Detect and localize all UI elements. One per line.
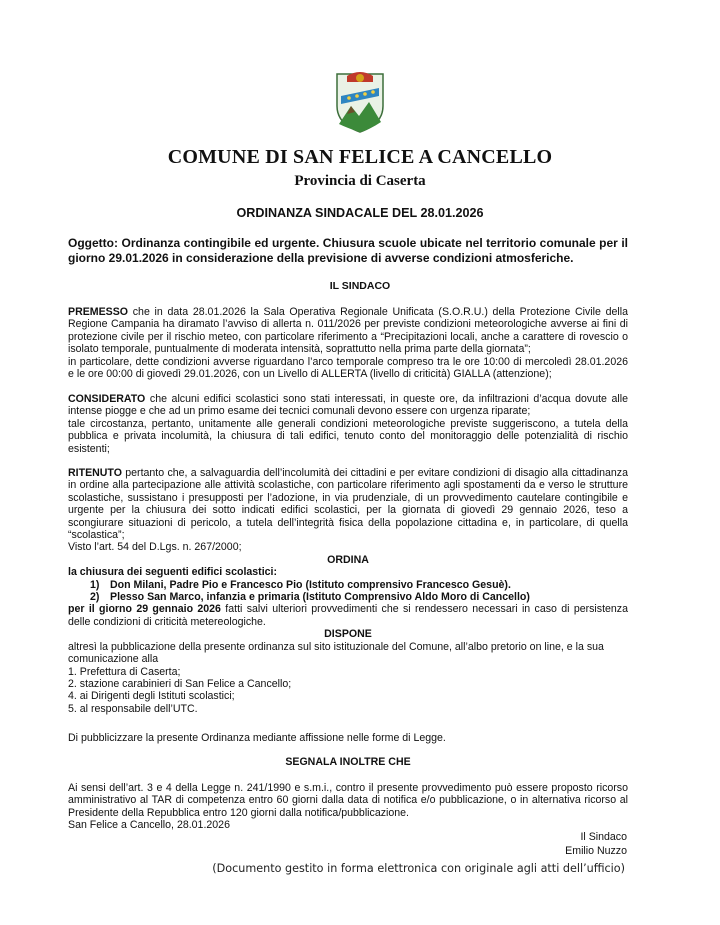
- oggetto-paragraph: Oggetto: Ordinanza contingibile ed urgente. Chiusura scuole ubicate nel territorio comunale per il giorno 29.01.2026 in considerazione della previsione di avverse condizioni atmosferiche.: [68, 236, 628, 265]
- ricorso-paragraph: Ai sensi dell’art. 3 e 4 della Legge n. 241/1990 e s.m.i., contro il presente provvedimento può essere proposto ricorso amministrativo al TAR di competenza entro 60 giorni dalla data di notifica e/o pubblicazione, o in alternativa ricorso al Presidente della Repubblica entro 120 giorni dalla notifica/pubblicazione.: [68, 782, 628, 819]
- considerato-text: che alcuni edifici scolastici sono stati interessati, in queste ore, da infiltrazioni d’acqua dovute alle intense piogge e che ad un primo esame dei tecnici comunali devono essere con urgenza riparate;: [68, 393, 628, 418]
- il-sindaco-heading: IL SINDACO: [329, 280, 391, 292]
- comune-title: COMUNE DI SAN FELICE A CANCELLO: [167, 146, 553, 168]
- dispone-heading: DISPONE: [324, 628, 372, 641]
- dispone-intro: altresì la pubblicazione della presente ordinanza sul sito istituzionale del Comune, all’albo pretorio on line, e la sua comunicazione alla: [68, 640, 604, 666]
- schools-list: [68, 579, 628, 604]
- signature-name: Emilio Nuzzo: [565, 845, 627, 857]
- list-item: 1) Don Milani, Padre Pio e Francesco Pio (Istituto comprensivo Francesco Gesuè).: [90, 578, 511, 591]
- list-item: 4. ai Dirigenti degli Istituti scolastici;: [68, 690, 235, 703]
- list-item: 2. stazione carabinieri di San Felice a Cancello;: [68, 677, 292, 690]
- list-item: 1. Prefettura di Caserta;: [68, 665, 181, 678]
- list-item: 2) Plesso San Marco, infanzia e primaria (Istituto Comprensivo Aldo Moro di Cancello): [90, 591, 530, 604]
- ordina-giorno-text: fatti salvi ulteriori provvedimenti che si rendessero necessari in caso di persistenza delle condizioni di criticità metereologiche.: [68, 603, 628, 628]
- municipal-crest-logo: [329, 66, 391, 134]
- ordina-giorno-paragraph: [68, 603, 628, 628]
- premesso-text: che in data 28.01.2026 la Sala Operativa Regionale Unificata (S.O.R.U.) della Protezione Civile della Regione Campania ha diramato l’avviso di allerta n. 011/2026 per previste condizioni meteorologiche avverse ai fini di protezione civile per il rischio meteo, con particolare riferimento a “Precipitazioni locali, anche a carattere di rovescio o isolato temporale, puntualmente di moderata intensità, soprattutto nella prima parte della giornata”;: [68, 306, 628, 356]
- ricorso-section: [68, 782, 628, 832]
- luogo-data: San Felice a Cancello, 28.01.2026: [68, 819, 230, 832]
- signature-role: Il Sindaco: [580, 831, 627, 843]
- ritenuto-section: [68, 467, 628, 715]
- considerato-section: [68, 393, 628, 455]
- segnala-heading: SEGNALA INOLTRE CHE: [285, 756, 411, 768]
- ordina-intro: la chiusura dei seguenti edifici scolastici:: [68, 566, 277, 579]
- visto-line: Visto l’art. 54 del D.Lgs. n. 267/2000;: [68, 541, 242, 554]
- ordina-giorno-bold: per il giorno 29 gennaio 2026: [68, 603, 221, 616]
- pubblicizzare-line: Di pubblicizzare la presente Ordinanza mediante affissione nelle forme di Legge.: [68, 732, 446, 744]
- considerato-label: CONSIDERATO: [68, 393, 146, 405]
- ritenuto-paragraph: [68, 467, 628, 541]
- ritenuto-label: RITENUTO: [68, 467, 122, 479]
- premesso-label: PREMESSO: [68, 306, 129, 318]
- premesso-section: [68, 306, 628, 380]
- ritenuto-text: pertanto che, a salvaguardia dell’incolumità dei cittadini e per evitare condizioni di disagio alla cittadinanza in ordine alla partecipazione alle attività scolastiche, con particolare riferimento agli spostamenti da e verso le strutture scolastiche, sussistano i presupposti per l’adozione, in via prudenziale, di un provvedimento cautelare contingibile e urgente per la chiusura dei sotto indicati edifici scolastici, per la giornata di giovedì 29 gennaio 2026, teso a scongiurare situazioni di pericolo, a tutela dell’integrità fisica della popolazione cittadina e, in particolare, di quella “scolastica”;: [68, 467, 628, 542]
- considerato-paragraph: [68, 393, 628, 418]
- footer-note: (Documento gestito in forma elettronica con originale agli atti dell’ufficio): [212, 862, 625, 875]
- provincia-subtitle: Provincia di Caserta: [294, 173, 426, 189]
- premesso-paragraph: [68, 306, 628, 356]
- ordina-heading: ORDINA: [327, 553, 369, 566]
- ordinanza-heading: ORDINANZA SINDACALE DEL 28.01.2026: [236, 206, 484, 220]
- premesso-paragraph-2: in particolare, dette condizioni avverse riguardano l’arco temporale compreso tra le ore 10:00 di mercoledì 28.01.2026 e le ore 00:00 di giovedì 29.01.2026, con un Livello di ALLERTA (livello di criticità) GIALLA (attenzione);: [68, 355, 628, 381]
- segnala-section: [68, 756, 628, 768]
- list-item: 5. al responsabile dell’UTC.: [68, 702, 198, 715]
- signature-block: [565, 830, 627, 858]
- considerato-paragraph-2: tale circostanza, pertanto, unitamente alle generali condizioni meteorologiche previste suggeriscono, a tutela della pubblica e privata incolumità, la chiusura di tali edifici, tenuto conto del monitoraggio delle potenzialità di rischio esistenti;: [68, 417, 628, 455]
